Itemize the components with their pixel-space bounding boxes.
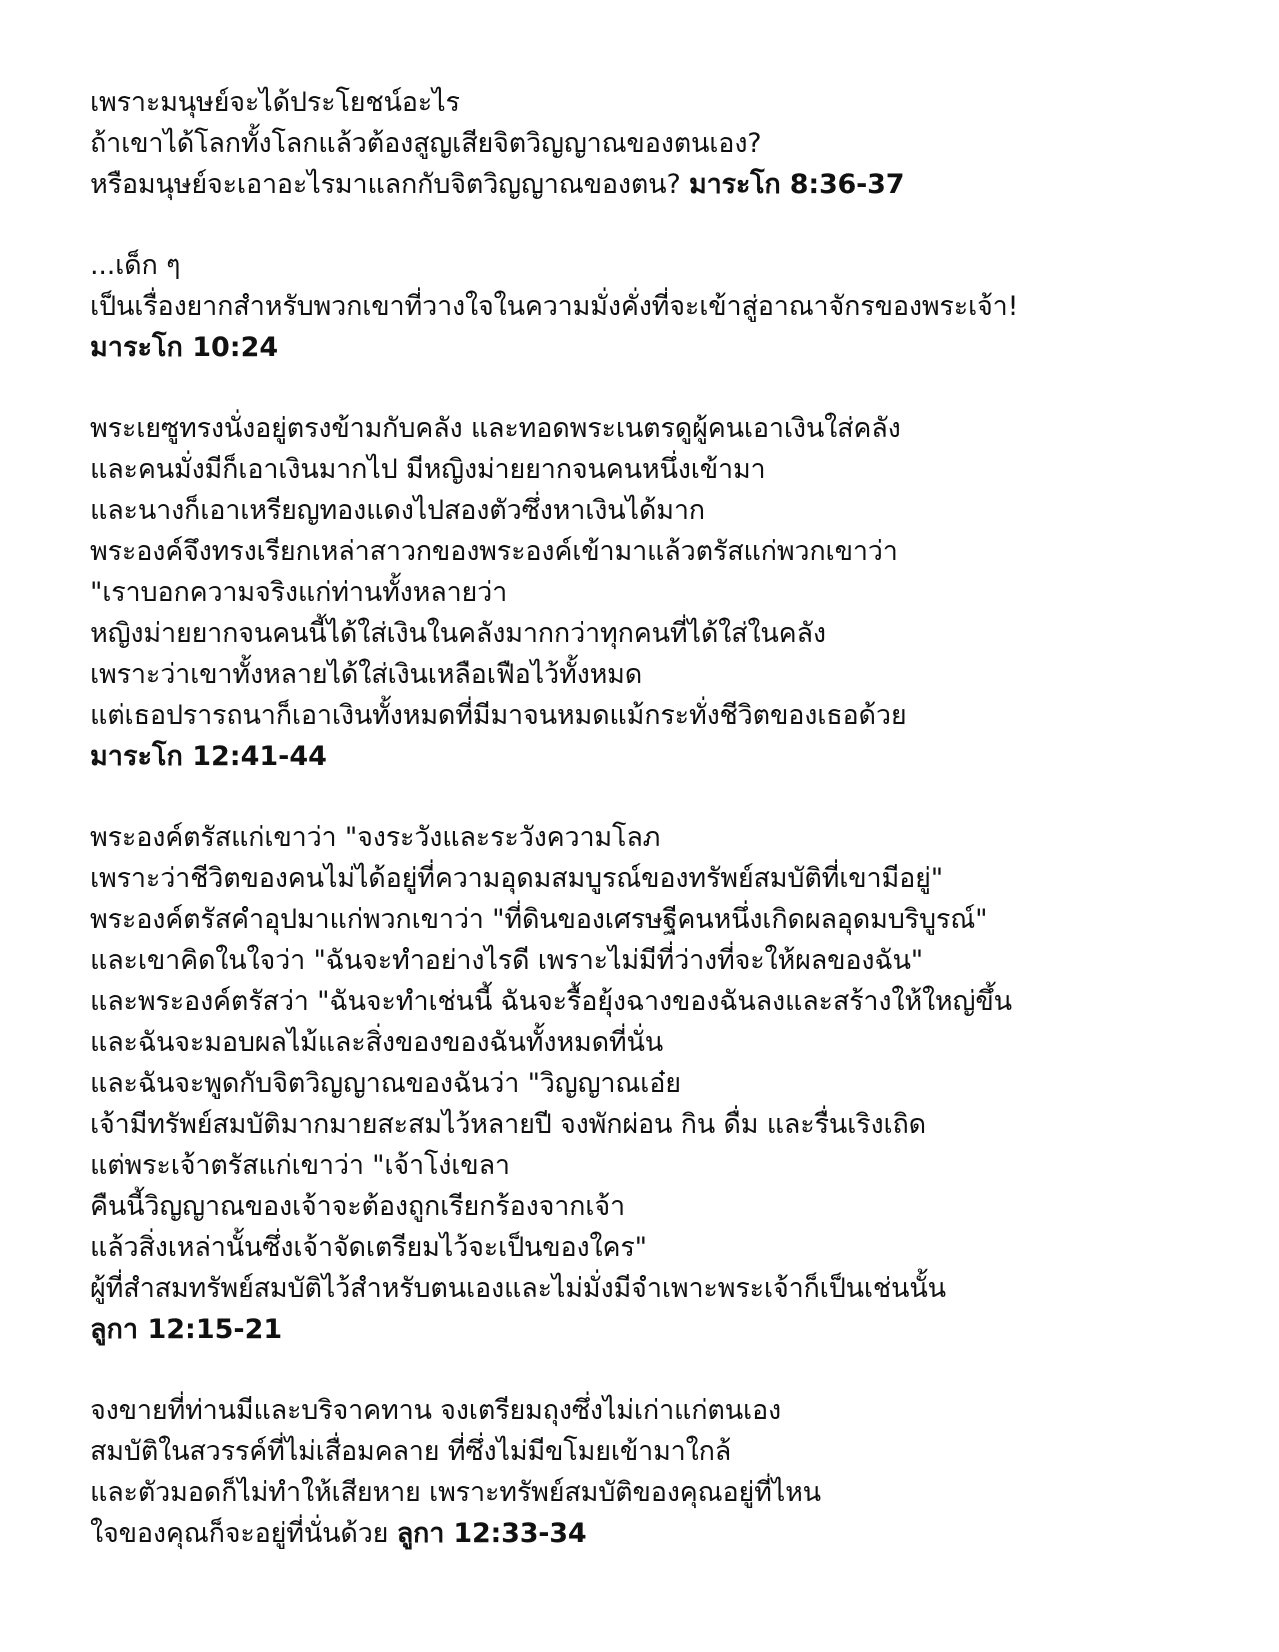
verse-line: เพราะมนุษย์จะได้ประโยชน์อะไร [90, 87, 460, 118]
verse-line: แต่พระเจ้าตรัสแก่เขาว่า "เจ้าโง่เขลา [90, 1150, 510, 1181]
scripture-reference: มาระโก 8:36-37 [688, 169, 905, 200]
verse-line: แต่เธอปรารถนาก็เอาเงินทั้งหมดที่มีมาจนหมดแม้กระทั่งชีวิตของเธอด้วย [90, 700, 907, 731]
verse-line: ผู้ที่สำสมทรัพย์สมบัติไว้สำหรับตนเองและไม่มั่งมีจำเพาะพระเจ้าก็เป็นเช่นนั้น [90, 1273, 946, 1304]
verse-line: และนางก็เอาเหรียญทองแดงไปสองตัวซึ่งหาเงินได้มาก [90, 495, 705, 526]
passage-mark-8-36 [90, 82, 1240, 205]
verse-line: แล้วสิ่งเหล่านั้นซึ่งเจ้าจัดเตรียมไว้จะเป็นของใคร" [90, 1232, 647, 1263]
verse-line [90, 1513, 1240, 1554]
verse-line: เพราะว่าชีวิตของคนไม่ได้อยู่ที่ความอุดมสมบูรณ์ของทรัพย์สมบัติที่เขามีอยู่" [90, 863, 943, 894]
verse-line: พระองค์จึงทรงเรียกเหล่าสาวกของพระองค์เข้ามาแล้วตรัสแก่พวกเขาว่า [90, 536, 898, 567]
verse-line: ถ้าเขาได้โลกทั้งโลกแล้วต้องสูญเสียจิตวิญญาณของตนเอง? [90, 128, 762, 159]
verse-text: ใจของคุณก็จะอยู่ที่นั่นด้วย [90, 1518, 389, 1549]
scripture-reference: ลูกา 12:15-21 [90, 1314, 283, 1345]
verse-line: และฉันจะมอบผลไม้และสิ่งของของฉันทั้งหมดที่นั่น [90, 1027, 664, 1058]
verse-line: และเขาคิดในใจว่า "ฉันจะทำอย่างไรดี เพราะไม่มีที่ว่างที่จะให้ผลของฉัน" [90, 945, 924, 976]
verse-line: พระเยซูทรงนั่งอยู่ตรงข้ามกับคลัง และทอดพระเนตรดูผู้คนเอาเงินใส่คลัง [90, 413, 901, 444]
verse-line: สมบัติในสวรรค์ที่ไม่เสื่อมคลาย ที่ซึ่งไม่มีขโมยเข้ามาใกล้ [90, 1436, 732, 1467]
scripture-reference: ลูกา 12:33-34 [396, 1518, 587, 1549]
verse-line: เพราะว่าเขาทั้งหลายได้ใส่เงินเหลือเฟือไว้ทั้งหมด [90, 659, 643, 690]
verse-line: และตัวมอดก็ไม่ทำให้เสียหาย เพราะทรัพย์สมบัติของคุณอยู่ที่ไหน [90, 1477, 821, 1508]
passage-luke-12-15 [90, 817, 1240, 1350]
verse-line: ...เด็ก ๆ [90, 250, 181, 281]
verse-line: พระองค์ตรัสแก่เขาว่า "จงระวังและระวังความโลภ [90, 822, 661, 853]
scripture-reference: มาระโก 10:24 [90, 332, 279, 363]
verse-line: พระองค์ตรัสคำอุปมาแก่พวกเขาว่า "ที่ดินของเศรษฐีคนหนึ่งเกิดผลอุดมบริบูรณ์" [90, 904, 988, 935]
verse-line: และพระองค์ตรัสว่า "ฉันจะทำเช่นนี้ ฉันจะรื้อยุ้งฉางของฉันลงและสร้างให้ใหญ่ขึ้น [90, 986, 1012, 1017]
verse-line: เป็นเรื่องยากสำหรับพวกเขาที่วางใจในความมั่งคั่งที่จะเข้าสู่อาณาจักรของพระเจ้า! [90, 291, 1019, 322]
verse-line: คืนนี้วิญญาณของเจ้าจะต้องถูกเรียกร้องจากเจ้า [90, 1191, 625, 1222]
scripture-reference: มาระโก 12:41-44 [90, 741, 327, 772]
verse-line [90, 164, 1240, 205]
verse-line: หญิงม่ายยากจนคนนี้ได้ใส่เงินในคลังมากกว่าทุกคนที่ได้ใส่ในคลัง [90, 618, 826, 649]
verse-line: "เราบอกความจริงแก่ท่านทั้งหลายว่า [90, 577, 508, 608]
verse-line: และฉันจะพูดกับจิตวิญญาณของฉันว่า "วิญญาณเอ๋ย [90, 1068, 681, 1099]
passage-mark-10-24 [90, 245, 1240, 368]
passage-luke-12-33 [90, 1390, 1240, 1554]
scripture-document [90, 82, 1240, 1594]
verse-line: และคนมั่งมีก็เอาเงินมากไป มีหญิงม่ายยากจนคนหนึ่งเข้ามา [90, 454, 766, 485]
verse-line: จงขายที่ท่านมีและบริจาคทาน จงเตรียมถุงซึ่งไม่เก่าแก่ตนเอง [90, 1395, 781, 1426]
verse-text: หรือมนุษย์จะเอาอะไรมาแลกกับจิตวิญญาณของตน? [90, 169, 681, 200]
passage-mark-12-41 [90, 408, 1240, 777]
verse-line: เจ้ามีทรัพย์สมบัติมากมายสะสมไว้หลายปี จงพักผ่อน กิน ดื่ม และรื่นเริงเถิด [90, 1109, 926, 1140]
